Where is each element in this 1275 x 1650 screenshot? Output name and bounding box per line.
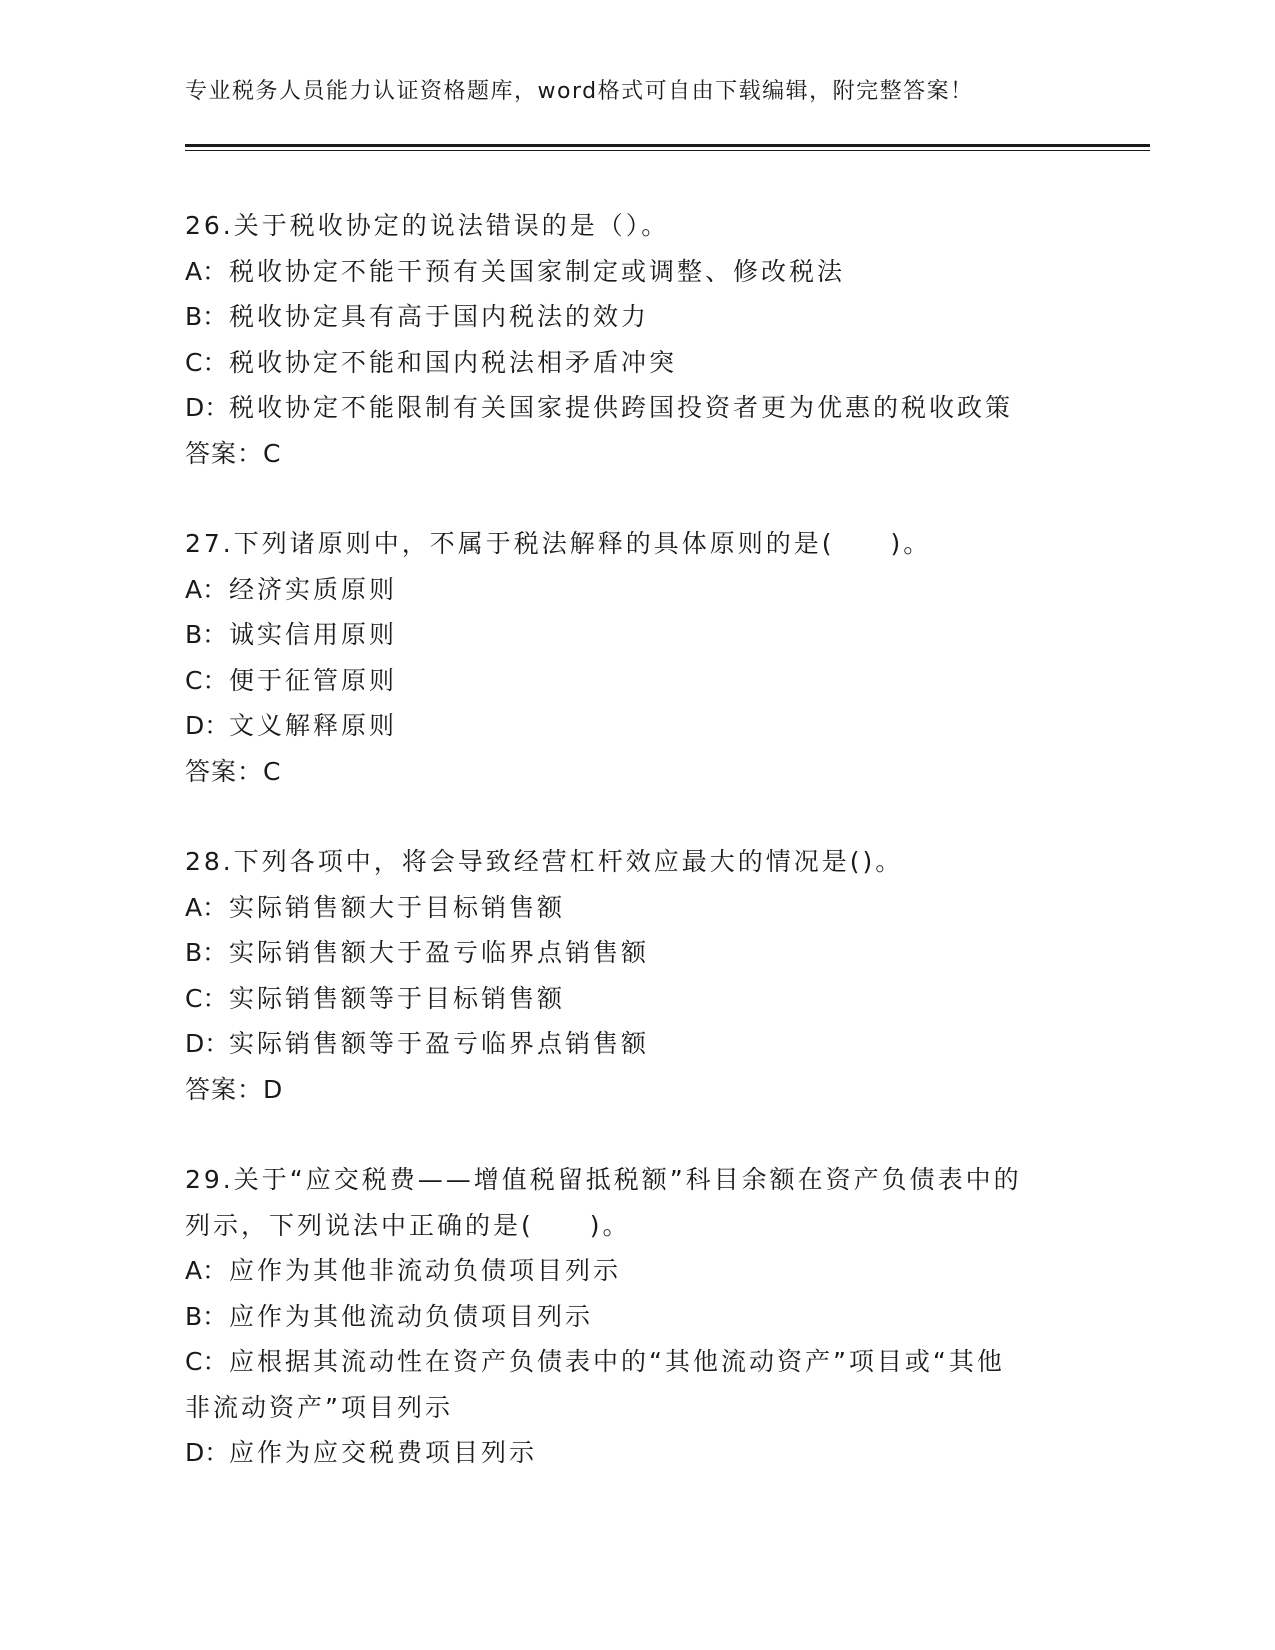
option-text: 实际销售额大于盈亏临界点销售额: [229, 938, 650, 967]
option-letter: B：: [185, 1301, 228, 1331]
option-text: 实际销售额等于盈亏临界点销售额: [229, 1029, 650, 1058]
option-text: 诚实信用原则: [229, 620, 398, 649]
option-letter: A：: [185, 256, 228, 286]
option-letter: C：: [185, 983, 228, 1013]
option-line: [185, 249, 1065, 295]
question-stem: 27.下列诸原则中，不属于税法解释的具体原则的是( )。: [185, 529, 932, 558]
question-stem: 29.关于“应交税费——增值税留抵税额”科目余额在资产负债表中的: [185, 1165, 1022, 1194]
option-letter: C：: [185, 347, 228, 377]
option-text: 税收协定不能干预有关国家制定或调整、修改税法: [229, 256, 846, 286]
option-text: 实际销售额等于目标销售额: [229, 983, 566, 1013]
option-line: [185, 930, 1065, 976]
option-letter: D：: [185, 393, 230, 422]
option-line: [185, 658, 1065, 704]
question-item: [185, 1157, 1065, 1476]
option-letter: A：: [185, 1256, 228, 1285]
answer-line: 答案：C: [185, 756, 282, 786]
header-rule-thick: [185, 144, 1150, 147]
question-stem: 26.关于税收协定的说法错误的是（）。: [185, 211, 670, 240]
answer-line: 答案：C: [185, 438, 282, 468]
option-text: 税收协定具有高于国内税法的效力: [229, 302, 650, 331]
option-line: [185, 294, 1065, 340]
option-line: [185, 1294, 1065, 1340]
question-item: [185, 203, 1065, 476]
option-letter: C：: [185, 1347, 228, 1376]
option-text: 便于征管原则: [229, 665, 398, 695]
option-text: 实际销售额大于目标销售额: [229, 892, 566, 922]
question-stem: 28.下列各项中，将会导致经营杠杆效应最大的情况是()。: [185, 847, 904, 876]
option-letter: B：: [185, 620, 228, 649]
option-letter: D：: [185, 1438, 230, 1467]
header-rule-thin: [185, 150, 1150, 151]
option-letter: A：: [185, 574, 228, 604]
option-line: [185, 1021, 1065, 1067]
option-letter: B：: [185, 938, 228, 967]
option-text: 非流动资产”项目列示: [185, 1392, 453, 1422]
option-line: [185, 612, 1065, 658]
option-text: 税收协定不能限制有关国家提供跨国投资者更为优惠的税收政策: [229, 393, 1014, 422]
option-line: [185, 1339, 1065, 1385]
option-letter: A：: [185, 892, 228, 922]
question-item: [185, 521, 1065, 794]
option-text: 应根据其流动性在资产负债表中的“其他流动资产”项目或“其他: [229, 1347, 1005, 1376]
option-text: 文义解释原则: [229, 711, 398, 740]
option-text: 应作为其他非流动负债项目列示: [229, 1256, 622, 1285]
option-letter: D：: [185, 711, 230, 740]
option-text: 应作为应交税费项目列示: [229, 1438, 538, 1467]
option-line: [185, 703, 1065, 749]
question-list: [185, 203, 1065, 1521]
option-line: [185, 567, 1065, 613]
answer-line: 答案：D: [185, 1074, 284, 1104]
document-header: 专业税务人员能力认证资格题库，word格式可自由下载编辑，附完整答案！: [185, 79, 974, 104]
option-letter: D：: [185, 1029, 230, 1058]
option-line: [185, 885, 1065, 931]
option-letter: C：: [185, 665, 228, 695]
option-line: [185, 1430, 1065, 1476]
question-stem: 列示，下列说法中正确的是( )。: [185, 1210, 631, 1240]
option-line: [185, 1248, 1065, 1294]
option-line: [185, 976, 1065, 1022]
option-text: 应作为其他流动负债项目列示: [229, 1301, 594, 1331]
option-text: 经济实质原则: [229, 574, 398, 604]
question-item: [185, 839, 1065, 1112]
option-line: [185, 340, 1065, 386]
option-line: [185, 385, 1065, 431]
option-line: [185, 1385, 1065, 1431]
option-text: 税收协定不能和国内税法相矛盾冲突: [229, 347, 678, 377]
option-letter: B：: [185, 302, 228, 331]
